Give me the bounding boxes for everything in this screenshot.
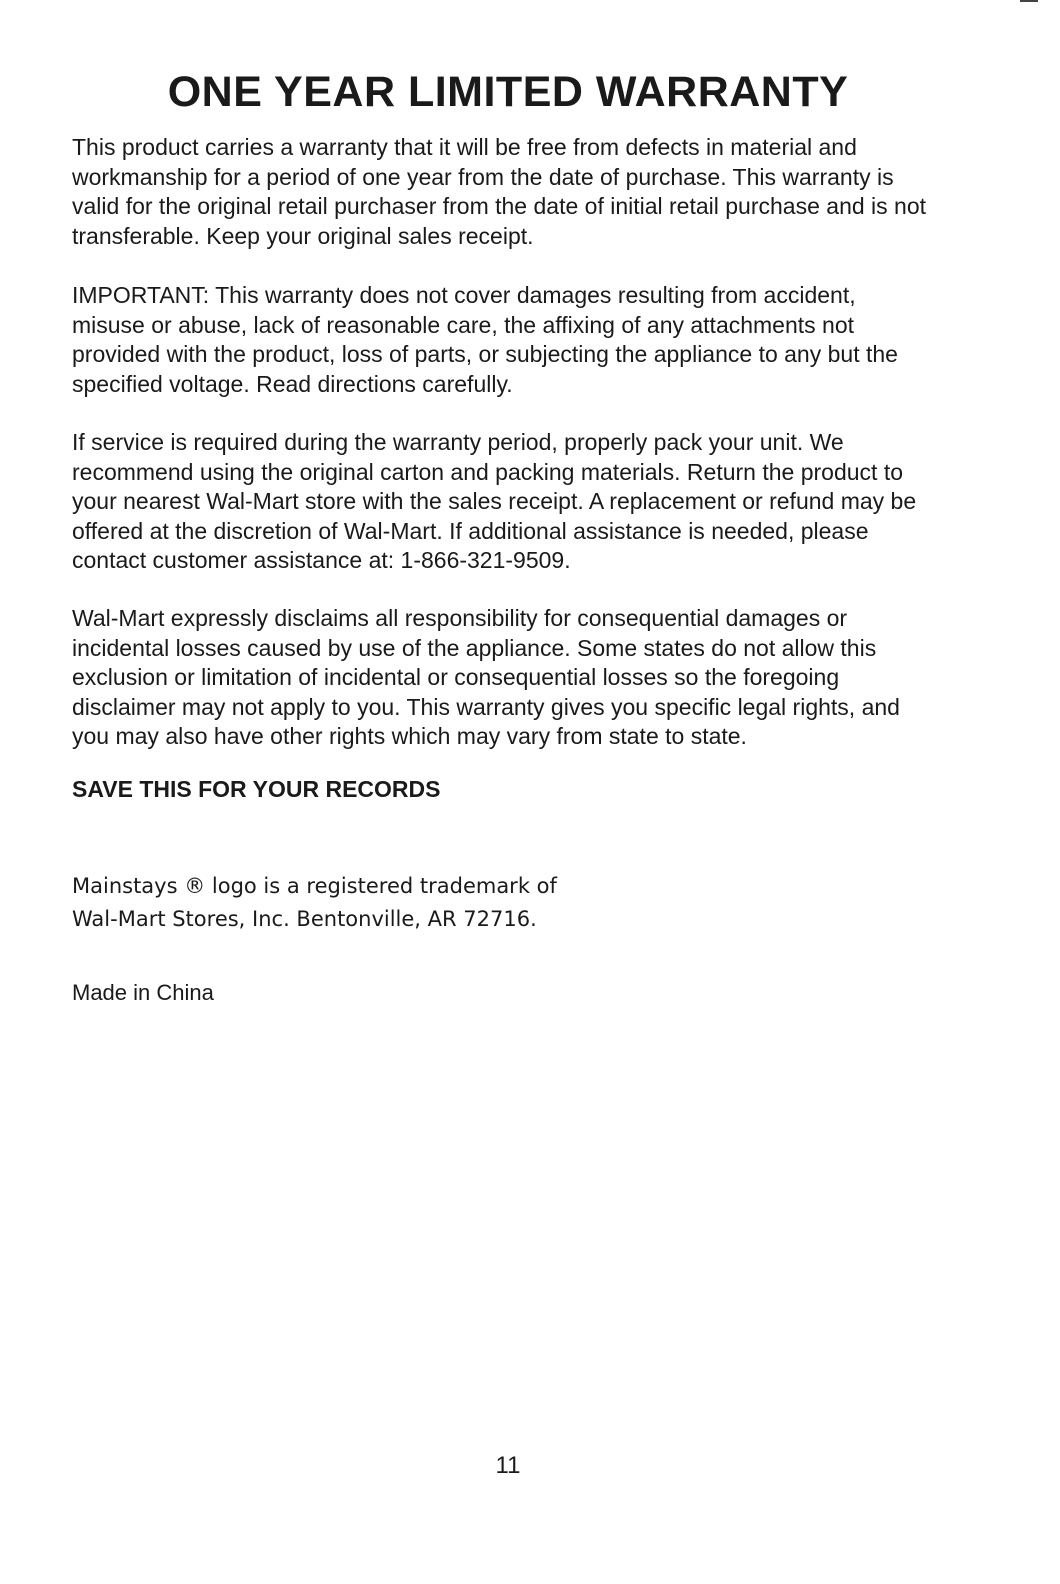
save-records-notice: SAVE THIS FOR YOUR RECORDS xyxy=(72,776,441,802)
trademark-line-1: Mainstays ® logo is a registered trademark of xyxy=(72,874,557,898)
service-instructions-paragraph: If service is required during the warranty period, properly pack your unit. We recommend using the original carton and packing materials. Return the product to your nearest Wal-Mart store with the sales receipt. A replacement or refund may be offered at the discretion of Wal-Mart. If additional assistance is needed, please contact customer assistance at: 1-866-321-9509. xyxy=(72,429,917,573)
scan-corner-mark xyxy=(1020,0,1038,2)
page-title: ONE YEAR LIMITED WARRANTY xyxy=(167,68,849,116)
page-number: 11 xyxy=(495,1452,521,1479)
country-of-origin: Made in China xyxy=(72,980,214,1005)
trademark-line-2: Wal-Mart Stores, Inc. Bentonville, AR 72716. xyxy=(72,907,537,931)
important-exclusions-paragraph: IMPORTANT: This warranty does not cover damages resulting from accident, misuse or abuse, lack of reasonable care, the affixing of any attachments not provided with the product, loss of parts, or subjecting the appliance to any but the specified voltage. Read directions carefully. xyxy=(72,282,898,397)
warranty-coverage-paragraph: This product carries a warranty that it will be free from defects in material and workmanship for a period of one year from the date of purchase. This warranty is valid for the original retail purchaser from the date of initial retail purchase and is not transferable. Keep your original sales receipt. xyxy=(72,134,927,249)
disclaimer-paragraph: Wal-Mart expressly disclaims all responsibility for consequential damages or incidental losses caused by use of the appliance. Some states do not allow this exclusion or limitation of incidental or consequential losses so the foregoing disclaimer may not apply to you. This warranty gives you specific legal rights, and you may also have other rights which may vary from state to state. xyxy=(72,605,900,749)
trademark-notice xyxy=(72,870,772,936)
